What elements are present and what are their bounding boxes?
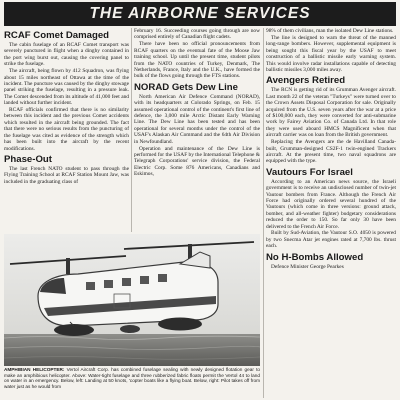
article-paragraph: February 16. Succeeding courses going through are now comprised entirely of Canadian flight cadets. [134, 28, 260, 41]
article-paragraph: The RCN is getting rid of its Grumman Avenger aircraft. Last month 22 of the veteran "Turkeys" were turned over to the Crown Assets Disposal Corporation for sale. Originally acquired from the U.S. seven years after the war at a price of $100,000 each, they were converted for anti-submarine work by Fairey Aviation Co. of Canada Ltd. In that role they were used aboard HMCS Magnificent when that aircraft carrier was on loan from the British government. [266, 87, 396, 139]
article-paragraph: RCAF officials confirmed that there is no similarity between this incident and the previous Comet accidents which resulted in the aircraft being grounded. The fact that there were no serious results from the puncturing of the fuselage was cited as evidence of the strength which has been built into the aircraft by the recent modifications. [4, 107, 129, 152]
banner-title: THE AIRBORNE SERVICES [89, 5, 311, 22]
headline-avengers: Avengers Retired [266, 75, 346, 87]
article-paragraph: Defence Minister George Pearkes [271, 263, 344, 270]
column-right [266, 28, 396, 398]
column-left [4, 28, 129, 232]
article-paragraph: There have been no official pronouncements from RCAF quarters on the eventual fate of the Moose Jaw training school. Up until the present time, student pilots from the NATO countries of Turkey, Denmark, The Netherlands, France, Italy and the U.K., have formed the bulk of the flows going through the FTS stations. [134, 41, 260, 80]
article-paragraph: The last French NATO student to pass through the Flying Training School at RCAF Station Mount Jaw, was included in the graduating class of [4, 165, 129, 185]
headline-rcaf-comet: RCAF Comet Damaged [4, 30, 110, 41]
article-paragraph: Operation and maintenance of the Dew Line is performed for the USAF by the International Telephone & Telegraph Corporations' service division, the Federal Electric Corp. Some 876 Americans, Canadians and Eskimos, [134, 145, 260, 178]
caption-lead: AMPHIBIAN HELICOPTER: [4, 367, 65, 372]
article-paragraph: 98% of them civilians, man the isolated Dew Line stations. [266, 28, 394, 34]
photo-caption [4, 367, 260, 389]
headline-norad: NORAD Gets Dew Line [134, 81, 238, 93]
article-paragraph: Replacing the Avengers are the de Havilland Canada-built, Grumman-designed CS2F-1 twin-engined Trackers aircraft. At the present time, two naval squadrons are equipped with the type. [266, 139, 396, 165]
section-banner [4, 2, 396, 26]
article-paragraph: The cabin fuselage of an RCAF Comet transport was severely punctured in flight when a dinghy contained in the port wing burst out, causing the covering panel to strike the fuselage. [4, 42, 129, 68]
helicopter-photo [4, 234, 260, 366]
article-paragraph: North American Air Defence Command (NORAD), with its headquarters at Colorado Springs, on Feb. 15 assumed operational control of the continent's first line of defence, the 3,000 mile Arctic Distant Early Warning Line. The Dew Line has been tested and has been operational for several months under the control of the USAF's Alaskan Air Command and the 64th Air Division in Newfoundland. [134, 93, 260, 145]
column-divider [263, 28, 264, 398]
headline-h-bombs: No H-Bombs Allowed [266, 251, 364, 263]
column-divider [131, 28, 132, 232]
helicopter-illustration [4, 234, 260, 366]
article-paragraph: The line is designed to warn the threat of the manned long-range bombers. However, supplemental equipment is being sought this fiscal year by the USAF to meet construction of a ballistic missile early warning system. This would involve radar installations capable of detecting ballistic missiles 3,000 miles away. [266, 34, 396, 73]
caption-text: Vertol Aircraft Corp. has combined fuselage sealing with newly designed flotation gear to make an amphibious helicopter. Above: Water-tight fuselage and three rubberized fabric floats permit the Vertol 44 to land on water in an emergency. Below, left: Landing at 50 knots, 'copter boats like a flying boat. Below, right: Pilot takes off from water just as he would from [4, 367, 260, 389]
article-paragraph: Built by Sud-Aviation, the Vautour S.O. 4050 is powered by two Snecma Atar jet engines rated at 7,700 lbs. thrust each. [266, 230, 396, 250]
headline-phase-out: Phase-Out [4, 153, 52, 165]
column-middle [134, 28, 260, 232]
article-paragraph: The aircraft, being flown by 412 Squadron, was flying about 15 miles northeast of Ottawa at the time of the incident. The puncture was caused by the dinghy stowage panel striking the fuselage, resulting in a pressure leak. The Comet descended from its altitude of 41,000 feet and landed without further incident. [4, 68, 129, 107]
headline-vautours: Vautours For Israel [266, 166, 353, 178]
article-paragraph: According to an American news source, the Israeli government is to receive an undisclosed number of twin-jet Vautour bombers from France. Although the French Air Force had originally ordered several hundred of the Vautours (which come in three versions: ground attack, bomber, and all-weather fighter) budgetary considerations reduced the order to 150. So far only 30 have been delivered to the French Air Force. [266, 178, 396, 230]
